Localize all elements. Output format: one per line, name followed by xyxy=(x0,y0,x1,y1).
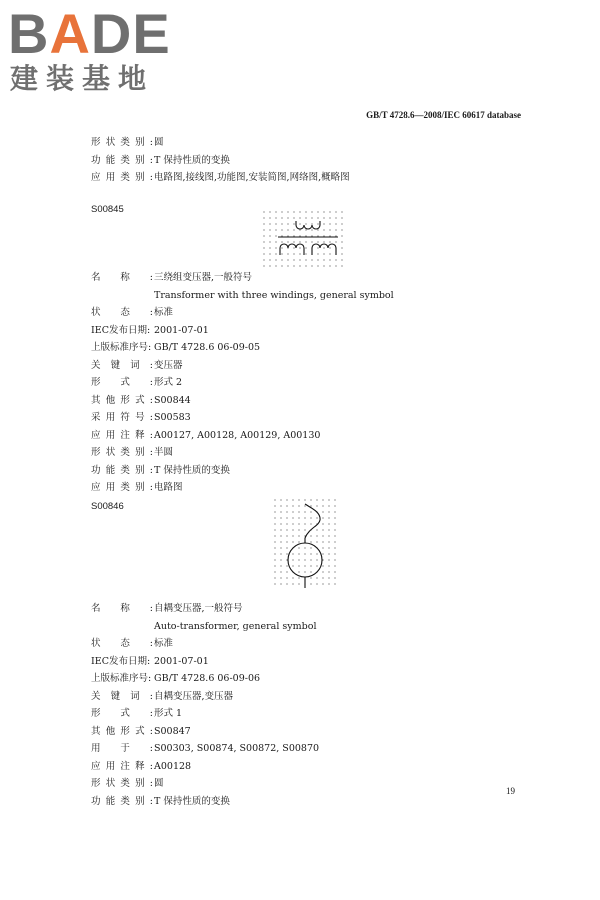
field-value: T 保持性质的变换 xyxy=(154,795,230,807)
field-value: 圆 xyxy=(154,137,164,148)
bade-logo xyxy=(8,2,188,96)
field-label: 状 态 : xyxy=(91,307,153,318)
field-value: 标准 xyxy=(154,638,174,649)
field-row xyxy=(91,653,511,671)
field-label: 功 能 类 别 : xyxy=(91,795,153,807)
field-value: A00128 xyxy=(154,760,192,772)
three-winding-transformer-symbol xyxy=(262,210,348,271)
field-value: 2001-07-01 xyxy=(154,324,209,336)
field-row xyxy=(91,775,511,793)
field-row xyxy=(91,287,511,305)
field-value: Transformer with three windings, general symbol xyxy=(154,289,394,301)
field-row xyxy=(91,723,511,741)
entry-code: S00845 xyxy=(91,204,124,215)
field-label: 关 键 词 : xyxy=(91,690,153,702)
field-value: 2001-07-01 xyxy=(154,655,209,667)
field-label: 上版标准序号 : xyxy=(91,673,152,684)
field-value: 自耦变压器,一般符号 xyxy=(154,603,243,614)
field-row xyxy=(91,392,511,410)
page-number: 19 xyxy=(506,786,515,796)
field-label: 应 用 注 释 : xyxy=(91,760,153,772)
field-value: T 保持性质的变换 xyxy=(154,154,230,166)
entry-s00846-fields xyxy=(91,600,511,810)
field-row xyxy=(91,635,511,653)
logo-chinese-text: 建装基地 xyxy=(10,62,155,95)
field-value: S00847 xyxy=(154,725,191,737)
field-row xyxy=(91,357,511,375)
logo-latin-text: BADE xyxy=(8,2,171,65)
field-row xyxy=(91,152,511,170)
field-value: 半圆 xyxy=(154,447,174,458)
entry-code: S00846 xyxy=(91,501,124,512)
field-value: 圆 xyxy=(154,778,164,789)
field-label: 应 用 注 释 : xyxy=(91,429,153,441)
field-row xyxy=(91,409,511,427)
field-row xyxy=(91,462,511,480)
field-label: IEC发布日期 : xyxy=(91,655,151,667)
top-continuation-block xyxy=(91,134,511,187)
field-value: 变压器 xyxy=(154,359,183,371)
field-label: 功 能 类 别 : xyxy=(91,464,153,476)
field-value: S00303, S00874, S00872, S00870 xyxy=(154,743,320,754)
field-label: 状 态 : xyxy=(91,638,153,649)
field-label: 应 用 类 别 : xyxy=(91,172,153,183)
field-value: 标准 xyxy=(154,307,174,318)
field-row xyxy=(91,670,511,688)
field-row xyxy=(91,758,511,776)
field-value: S00844 xyxy=(154,394,191,406)
field-label: 名 称 : xyxy=(91,603,153,614)
field-row xyxy=(91,339,511,357)
field-label: 功 能 类 别 : xyxy=(91,154,153,166)
field-row xyxy=(91,688,511,706)
standard-header: GB/T 4728.6—2008/IEC 60617 database xyxy=(366,110,521,120)
field-row xyxy=(91,793,511,811)
field-value: 形式 1 xyxy=(154,708,183,719)
field-row xyxy=(91,618,511,636)
field-label xyxy=(91,287,153,305)
field-row xyxy=(91,600,511,618)
field-row xyxy=(91,169,511,187)
field-row xyxy=(91,134,511,152)
field-value: A00127, A00128, A00129, A00130 xyxy=(154,429,321,441)
field-row xyxy=(91,304,511,322)
field-value: 电路图,接线图,功能图,安装简图,网络图,概略图 xyxy=(154,172,350,183)
field-label: 采 用 符 号 : xyxy=(91,412,153,423)
field-label: 其 他 形 式 : xyxy=(91,725,153,737)
field-row xyxy=(91,269,511,287)
field-label: 形 状 类 别 : xyxy=(91,447,153,458)
field-value: T 保持性质的变换 xyxy=(154,464,230,476)
field-label: 其 他 形 式 : xyxy=(91,394,153,406)
field-label: 形 状 类 别 : xyxy=(91,137,153,148)
field-row xyxy=(91,444,511,462)
field-label: 名 称 : xyxy=(91,272,153,283)
field-label xyxy=(91,618,153,636)
field-label: 形 状 类 别 : xyxy=(91,778,153,789)
field-label: 上版标准序号 : xyxy=(91,342,152,353)
field-value: 电路图 xyxy=(154,482,183,493)
field-value: 形式 2 xyxy=(154,377,183,388)
field-label: 形 式 : xyxy=(91,708,153,719)
field-value: GB/T 4728.6 06-09-05 xyxy=(154,342,261,353)
field-row xyxy=(91,705,511,723)
field-label: 关 键 词 : xyxy=(91,359,153,371)
field-row xyxy=(91,479,511,497)
field-row xyxy=(91,322,511,340)
field-row xyxy=(91,427,511,445)
field-value: Auto-transformer, general symbol xyxy=(154,620,317,632)
field-row xyxy=(91,374,511,392)
entry-s00845-fields xyxy=(91,269,511,497)
field-label: 形 式 : xyxy=(91,377,153,388)
field-row xyxy=(91,740,511,758)
field-label: IEC发布日期 : xyxy=(91,324,151,336)
field-value: 三绕组变压器,一般符号 xyxy=(154,272,253,283)
field-label: 应 用 类 别 : xyxy=(91,482,153,493)
field-label: 用 于 : xyxy=(91,743,153,754)
auto-transformer-symbol xyxy=(273,498,337,593)
field-value: S00583 xyxy=(154,412,191,423)
field-value: GB/T 4728.6 06-09-06 xyxy=(154,673,261,684)
field-value: 自耦变压器,变压器 xyxy=(154,690,234,702)
